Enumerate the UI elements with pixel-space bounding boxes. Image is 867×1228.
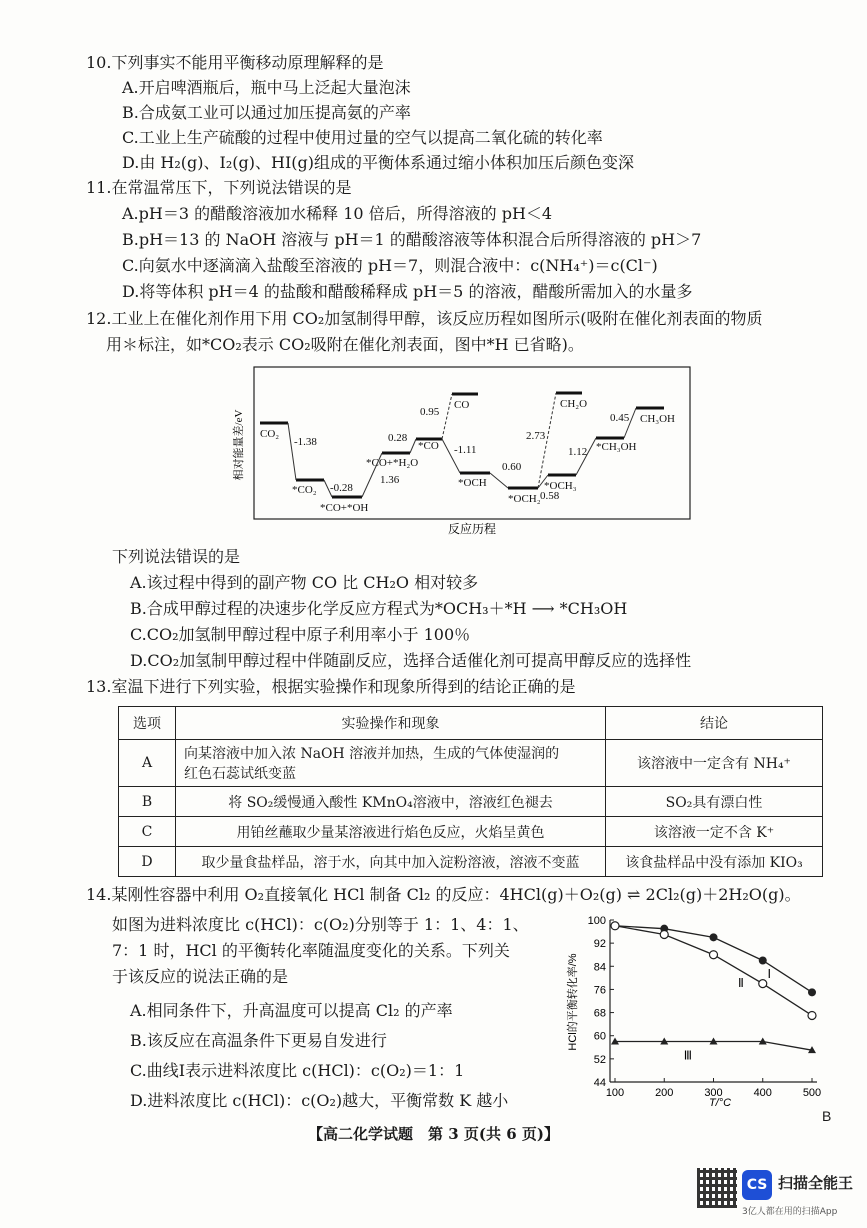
series-label-2: Ⅱ (737, 975, 744, 990)
label-soch3: *OCH₃ (544, 480, 577, 492)
label-sco2: *CO₂ (292, 484, 317, 496)
label-ch3oh: CH₃OH (640, 413, 676, 425)
chart-y-tick-label: 68 (593, 1007, 606, 1020)
table-row (119, 847, 823, 877)
q12-option-c: C.CO₂加氢制甲醇过程中原子利用率小于 100％ (130, 625, 471, 644)
experiment-table (118, 706, 823, 877)
q14-option-c: C.曲线Ⅰ表示进料浓度比 c(HCl)：c(O₂)＝1：1 (130, 1061, 465, 1080)
q11-option-b: B.pH＝13 的 NaOH 溶液与 pH＝1 的醋酸溶液等体积混合后所得溶液的 pH＞7 (122, 230, 702, 249)
chart-y-tick-label: 44 (593, 1077, 606, 1089)
value-6: -1.11 (454, 444, 477, 456)
table-row (119, 817, 823, 847)
value-3: 1.36 (380, 474, 400, 486)
q10-option-d: D.由 H₂(g)、I₂(g)、HI(g)组成的平衡体系通过缩小体积加压后颜色变深 (122, 153, 634, 172)
chart-x-tick-label: 200 (655, 1087, 674, 1099)
chart-x-tick-label: 500 (802, 1087, 822, 1099)
value-7: 0.60 (502, 461, 522, 473)
q12-stem-line1: 12.工业上在催化剂作用下用 CO₂加氢制得甲醇，该反应历程如图所示(吸附在催化剂表面的物质 (86, 309, 763, 328)
diagram-ylabel: 相对能量差/eV (233, 409, 245, 481)
value-9: 0.58 (540, 490, 560, 502)
label-sco: *CO (418, 440, 439, 452)
chart-y-tick-label: 76 (593, 984, 606, 997)
q10-option-b: B.合成氨工业可以通过加压提高氨的产率 (122, 103, 411, 122)
conversion-chart (562, 910, 832, 1110)
q10-option-a: A.开启啤酒瓶后，瓶中马上泛起大量泡沫 (122, 78, 411, 97)
chart-y-tick-label: 84 (593, 961, 606, 974)
qr-code (697, 1168, 737, 1208)
q14-stem-line4: 于该反应的说法正确的是 (112, 967, 289, 986)
row-operation: 将 SO₂缓慢通入酸性 KMnO₄溶液中，溶液红色褪去 (176, 787, 606, 817)
q14-stem-line1: 14.某刚性容器中利用 O₂直接氧化 HCl 制备 Cl₂ 的反应：4HCl(g)＋O₂(g) ⇌ 2Cl₂(g)＋2H₂O(g)。 (86, 885, 801, 904)
q11-option-c: C.向氨水中逐滴滴入盐酸至溶液的 pH＝7，则混合液中：c(NH₄⁺)＝c(Cl⁻) (122, 256, 658, 275)
reaction-energy-diagram (230, 365, 700, 540)
label-ch2o: CH₂O (560, 398, 588, 410)
series-label-3: Ⅲ (683, 1048, 693, 1063)
label-co: CO (454, 399, 470, 411)
label-sch3oh: *CH₃OH (596, 441, 637, 453)
q14-option-d: D.进料浓度比 c(HCl)：c(O₂)越大，平衡常数 K 越小 (130, 1091, 509, 1110)
value-5: 0.95 (420, 406, 440, 418)
chart-x-tick-label: 400 (753, 1087, 772, 1099)
chart-y-tick-label: 52 (593, 1053, 606, 1066)
chart-y-tick-label: 92 (593, 938, 606, 951)
q14-stem-line2: 如图为进料浓度比 c(HCl)：c(O₂)分别等于 1：1、4：1、 (112, 915, 529, 934)
scanner-subtitle: 3亿人都在用的扫描App (742, 1207, 838, 1217)
series-label-1: Ⅰ (767, 967, 772, 982)
data-point (759, 957, 767, 965)
row-operation-line2: 红色石蕊试纸变蓝 (184, 766, 296, 782)
table-row (119, 740, 823, 787)
scanner-title: 扫描全能王 (778, 1174, 854, 1192)
row-conclusion: 该食盐样品中没有添加 KIO₃ (606, 847, 823, 877)
row-option: A (119, 740, 176, 787)
row-operation-line1: 向某溶液中加入浓 NaOH 溶液并加热，生成的气体使湿润的 (184, 746, 560, 762)
q14-stem-line3: 7：1 时，HCl 的平衡转化率随温度变化的关系。下列关 (112, 941, 510, 960)
q14-option-b: B.该反应在高温条件下更易自发进行 (130, 1031, 387, 1050)
data-point (710, 933, 718, 941)
data-point (808, 988, 816, 996)
value-8: 2.73 (526, 430, 546, 442)
page-footer: 【高二化学试题 第 3 页(共 6 页)】 (308, 1125, 559, 1143)
data-point (808, 1011, 816, 1019)
q11-option-a: A.pH＝3 的醋酸溶液加水稀释 10 倍后，所得溶液的 pH＜4 (122, 204, 553, 223)
data-point (611, 922, 619, 930)
label-scooh: *CO+*OH (320, 502, 369, 514)
data-point (660, 930, 668, 938)
value-11: 0.45 (610, 412, 630, 424)
q10-stem: 10.下列事实不能用平衡移动原理解释的是 (86, 53, 384, 72)
chart-y-tick-label: 60 (593, 1030, 606, 1043)
table-row (119, 787, 823, 817)
q12-stem-line2: 用＊标注，如*CO₂表示 CO₂吸附在催化剂表面，图中*H 已省略)。 (106, 335, 584, 354)
q12-option-b: B.合成甲醇过程的决速步化学反应方程式为*OCH₃＋*H ⟶ *CH₃OH (130, 599, 628, 618)
chart-y-tick-label: 100 (587, 915, 606, 927)
table-header (119, 707, 823, 740)
chart-ylabel: HCl的平衡转化率/% (567, 953, 579, 1051)
header-operation: 实验操作和现象 (176, 707, 606, 740)
header-conclusion: 结论 (606, 707, 823, 740)
row-conclusion: SO₂具有漂白性 (606, 787, 823, 817)
row-conclusion: 该溶液一定不含 K⁺ (606, 817, 823, 847)
q12-ask: 下列说法错误的是 (112, 547, 241, 566)
diagram-xlabel: 反应历程 (447, 522, 497, 536)
chart-tag: B (822, 1108, 832, 1124)
row-option: D (119, 847, 176, 877)
value-10: 1.12 (568, 446, 588, 458)
value-2: -0.28 (330, 482, 353, 494)
row-option: C (119, 817, 176, 847)
chart-xlabel: T/°C (708, 1097, 732, 1109)
value-1: -1.38 (294, 436, 317, 448)
value-4: 0.28 (388, 432, 408, 444)
q12-option-d: D.CO₂加氢制甲醇过程中伴随副反应，选择合适催化剂可提高甲醇反应的选择性 (130, 651, 692, 670)
q11-stem: 11.在常温常压下，下列说法错误的是 (86, 178, 352, 197)
q10-option-c: C.工业上生产硫酸的过程中使用过量的空气以提高二氧化硫的转化率 (122, 128, 603, 147)
row-option: B (119, 787, 176, 817)
label-soch2: *OCH₂ (508, 493, 541, 505)
data-point (759, 980, 767, 988)
q11-option-d: D.将等体积 pH＝4 的盐酸和醋酸稀释成 pH＝5 的溶液，醋酸所需加入的水量多 (122, 282, 693, 301)
row-operation: 取少量食盐样品，溶于水，向其中加入淀粉溶液，溶液不变蓝 (176, 847, 606, 877)
scanner-logo: CS (742, 1170, 772, 1200)
chart-x-tick-label: 100 (605, 1087, 625, 1099)
header-option: 选项 (119, 707, 176, 740)
q12-option-a: A.该过程中得到的副产物 CO 比 CH₂O 相对较多 (130, 573, 479, 592)
chart-x-tick-label: 300 (704, 1087, 723, 1099)
label-co2: CO₂ (260, 428, 280, 440)
label-scoh2o: *CO+*H₂O (366, 457, 419, 469)
row-operation: 用铂丝蘸取少量某溶液进行焰色反应，火焰呈黄色 (176, 817, 606, 847)
q13-stem: 13.室温下进行下列实验，根据实验操作和现象所得到的结论正确的是 (86, 677, 576, 696)
q14-option-a: A.相同条件下，升高温度可以提高 Cl₂ 的产率 (130, 1001, 453, 1020)
label-soch: *OCH (458, 477, 487, 489)
row-conclusion: 该溶液中一定含有 NH₄⁺ (606, 740, 823, 787)
row-operation (176, 740, 606, 787)
data-point (710, 951, 718, 959)
